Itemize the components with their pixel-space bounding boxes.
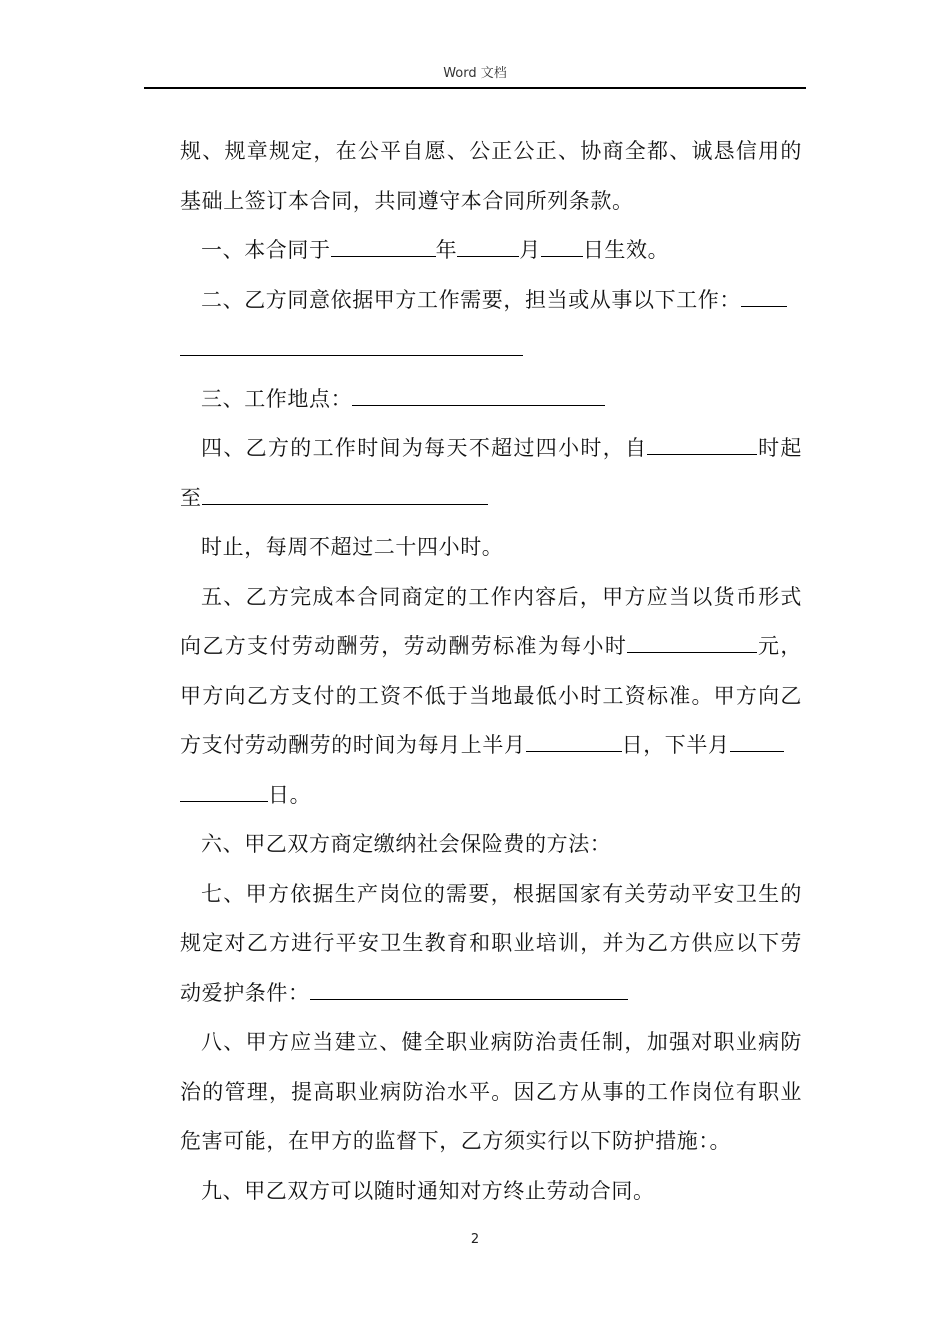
clause-text: 三、工作地点： — [201, 386, 353, 411]
clause-text: 七、甲方依据生产岗位的需要，根据国家有关劳动平安卫生的规定对乙方进行平安卫生教育和职业培训，并为乙方供应以下劳动爱护条件： — [180, 881, 802, 1005]
clause-2-work-content — [180, 276, 802, 375]
year-blank-field[interactable] — [331, 237, 436, 257]
work-content-blank-field[interactable] — [741, 287, 787, 307]
clause-text: 时止，每周不超过二十四小时。 — [201, 535, 504, 559]
clause-3-work-location — [180, 375, 802, 425]
clause-text: 四、乙方的工作时间为每天不超过四小时，自 — [201, 436, 648, 460]
year-label: 年 — [435, 238, 458, 262]
paragraph-preamble-continuation — [180, 127, 802, 226]
work-content-blank-field-continued[interactable] — [180, 336, 523, 356]
clause-text: 九、甲乙双方可以随时通知对方终止劳动合同。 — [201, 1178, 655, 1203]
clause-text: 八、甲方应当建立、健全职业病防治责任制，加强对职业病防治的管理，提高职业病防治水平。因乙方从事的工作岗位有职业危害可能，在甲方的监督下，乙方须实行以下防护措施：。 — [180, 1030, 802, 1153]
protection-conditions-blank-field[interactable] — [310, 980, 628, 1000]
month-blank-field[interactable] — [457, 237, 519, 257]
clause-text: 日。 — [268, 782, 312, 807]
month-label: 月 — [519, 238, 541, 262]
day-label: 日生效。 — [582, 238, 670, 262]
work-location-blank-field[interactable] — [352, 386, 605, 406]
day-blank-field[interactable] — [541, 237, 583, 257]
clause-text: 日，下半月 — [621, 733, 730, 757]
clause-text: 时起至 — [180, 436, 802, 510]
clause-text: 一、本合同于 — [201, 238, 331, 262]
clause-text: 六、甲乙双方商定缴纳社会保险费的方法： — [201, 832, 612, 856]
document-body — [180, 127, 802, 1216]
header-divider — [144, 87, 806, 89]
clause-5-remuneration — [180, 573, 802, 821]
clause-7-safety-training — [180, 870, 802, 1019]
clause-4-working-hours — [180, 424, 802, 523]
start-time-blank-field[interactable] — [647, 435, 757, 455]
page-header-title: Word 文档 — [443, 66, 507, 81]
clause-8-occupational-disease — [180, 1018, 802, 1167]
first-half-pay-day-blank-field[interactable] — [526, 732, 622, 752]
clause-6-social-insurance — [180, 820, 802, 870]
clause-text: 元，甲方向乙方支付的工资不低于当地最低小时工资标准。甲方向乙方支付劳动酬劳的时间为每月上半月 — [180, 634, 803, 757]
end-time-blank-field[interactable] — [202, 485, 488, 505]
clause-4-working-hours-end — [180, 523, 802, 573]
hourly-rate-blank-field[interactable] — [627, 633, 757, 653]
clause-text: 五、乙方完成本合同商定的工作内容后，甲方应当以货币形式向乙方支付劳动酬劳，劳动酬劳标准为每小时 — [180, 584, 802, 658]
second-half-pay-day-blank-field[interactable] — [730, 732, 784, 752]
clause-1-effective-date — [180, 226, 802, 276]
paragraph-text: 规、规章规定，在公平自愿、公正公正、协商全都、诚恳信用的基础上签订本合同，共同遵守本合同所列条款。 — [180, 139, 802, 213]
clause-9-termination — [180, 1167, 802, 1217]
second-half-pay-day-blank-field-continued[interactable] — [180, 782, 268, 802]
clause-text: 二、乙方同意依据甲方工作需要，担当或从事以下工作： — [201, 287, 741, 312]
page-number: 2 — [470, 1232, 480, 1247]
